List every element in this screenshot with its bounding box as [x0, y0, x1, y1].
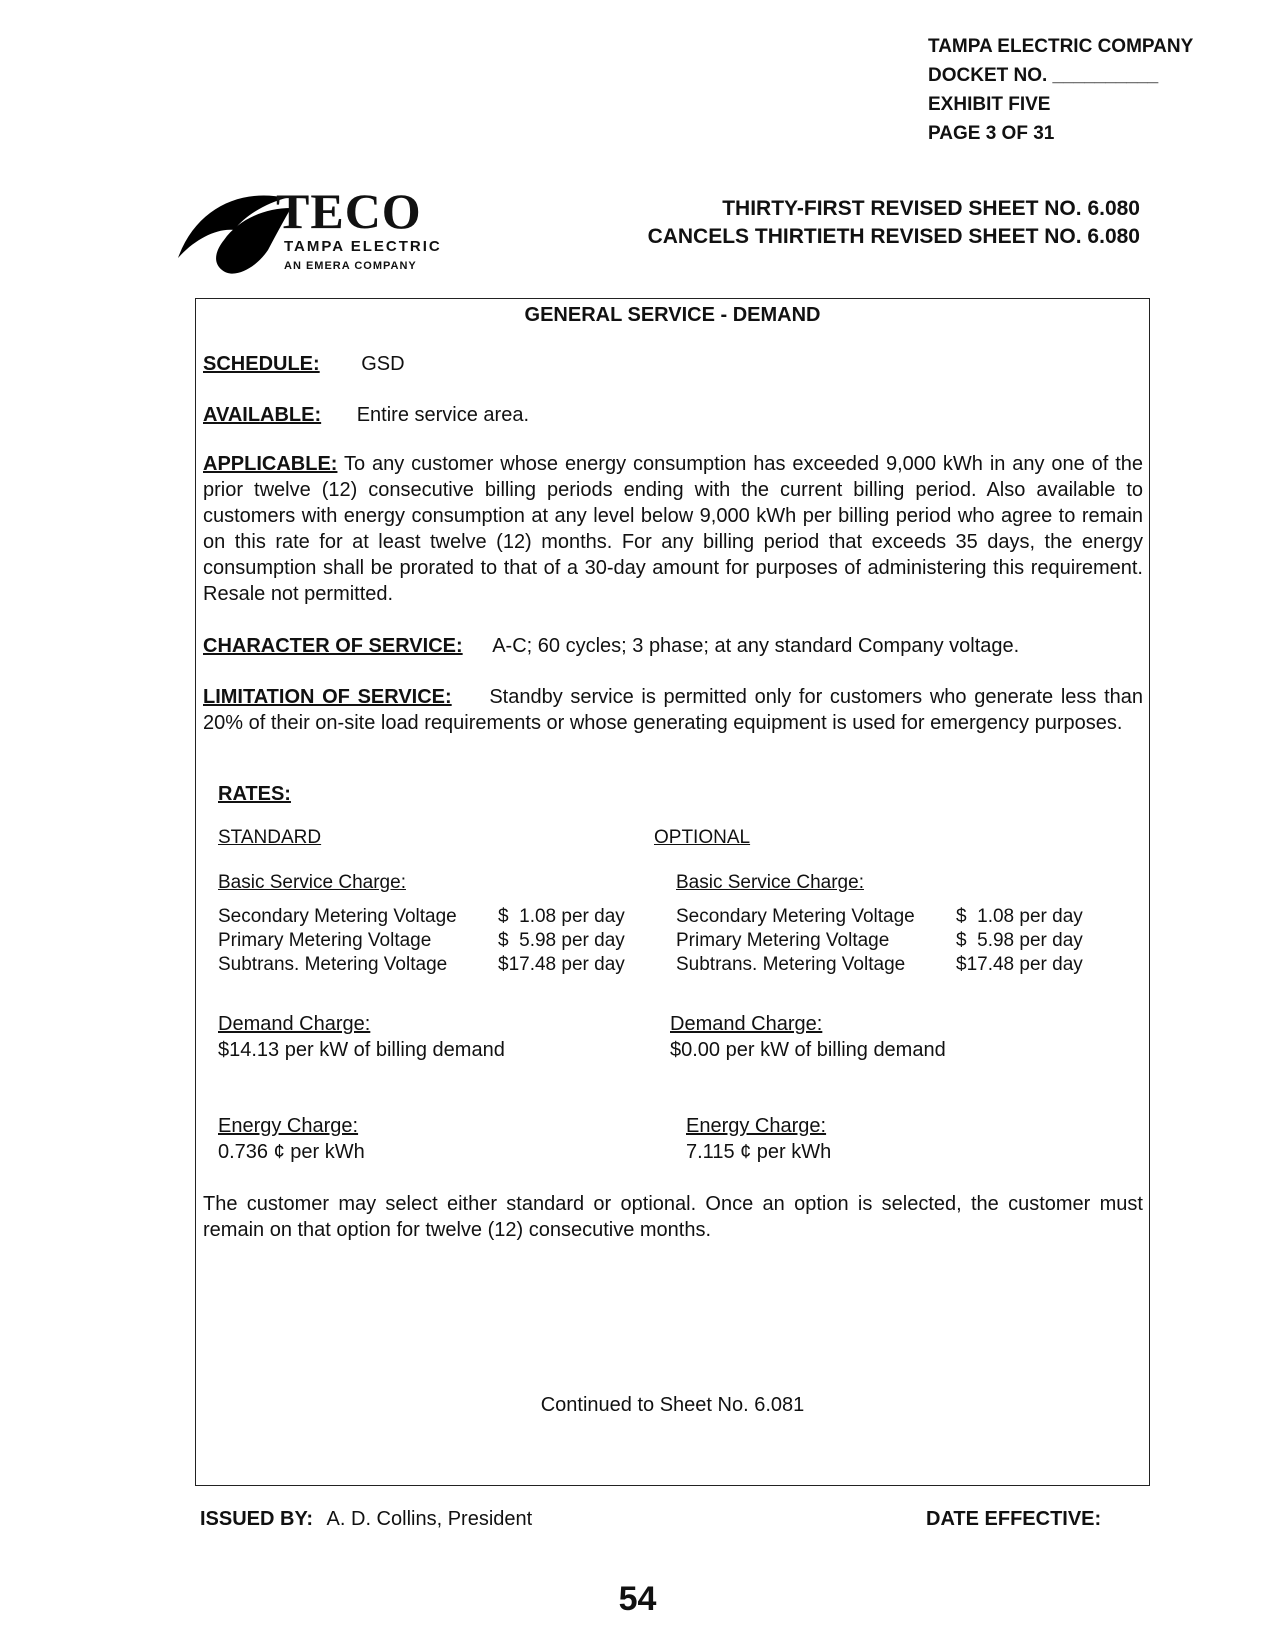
tariff-frame [195, 298, 1150, 1486]
rate-label: Primary Metering Voltage [218, 930, 432, 951]
rate-value: $ 1.08 per day [498, 906, 625, 927]
available-value: Entire service area. [356, 404, 529, 426]
date-effective-label: DATE EFFECTIVE: [926, 1508, 1102, 1530]
standard-basic-rates [218, 905, 625, 977]
optional-energy [686, 1113, 831, 1165]
standard-basic-label: Basic Service Charge: [218, 872, 406, 893]
optional-energy-value: 7.115 ¢ per kWh [686, 1141, 832, 1163]
available-row [203, 402, 529, 428]
optional-basic-rates [676, 905, 1083, 977]
rate-value: $17.48 per day [956, 954, 1083, 975]
continued-note: Continued to Sheet No. 6.081 [540, 1394, 805, 1416]
rate-row [218, 929, 625, 953]
exhibit-label: EXHIBIT FIVE [928, 94, 1051, 115]
rates-label: RATES: [218, 783, 291, 805]
limitation-text: Standby service is permitted only for customers who generate less than 20% of their on-site load requirements or whose generating equipment is used for emergency purposes. [203, 686, 1143, 734]
issued-label: ISSUED BY: [200, 1508, 313, 1530]
optional-basic-label: Basic Service Charge: [676, 872, 864, 893]
optional-demand-value: $0.00 per kW of billing demand [670, 1039, 946, 1061]
standard-heading: STANDARD [218, 827, 322, 848]
character-row [203, 633, 1019, 659]
rate-label: Primary Metering Voltage [676, 930, 890, 951]
rate-label: Secondary Metering Voltage [676, 906, 915, 927]
rate-row [218, 905, 625, 929]
standard-demand-label: Demand Charge: [218, 1013, 371, 1035]
character-label: CHARACTER OF SERVICE: [203, 635, 463, 657]
sheet-number: THIRTY-FIRST REVISED SHEET NO. 6.080 [722, 197, 1140, 220]
character-text: A-C; 60 cycles; 3 phase; at any standard Company voltage. [492, 635, 1020, 657]
page-number: 54 [618, 1580, 657, 1618]
applicable-text: To any customer whose energy consumption has exceeded 9,000 kWh in any one of the prior twelve (12) consecutive billing periods ending with the current billing period. Also available to customers with energy consumption at any level below 9,000 kWh per billing period who agree to remain on this rate for at least twelve (12) months. For any billing period that exceeds 35 days, the energy consumption shall be prorated to that of a 30-day amount for purposes of administering this requirement. Resale not permitted. [203, 453, 1144, 605]
standard-demand-value: $14.13 per kW of billing demand [218, 1039, 505, 1061]
rate-label: Secondary Metering Voltage [218, 906, 457, 927]
logo-wordmark: TECO [276, 183, 422, 239]
sheet-cancels: CANCELS THIRTIETH REVISED SHEET NO. 6.080 [647, 225, 1140, 248]
rate-value: $ 5.98 per day [498, 930, 625, 951]
schedule-value: GSD [361, 353, 405, 375]
schedule-row [203, 351, 405, 377]
page-count: PAGE 3 OF 31 [928, 123, 1055, 144]
limitation-paragraph [203, 684, 1143, 736]
limitation-label: LIMITATION OF SERVICE: [203, 686, 452, 708]
rate-row [676, 905, 1083, 929]
rates-heading [218, 781, 291, 807]
selection-paragraph: The customer may select either standard or optional. Once an option is selected, the customer must remain on that option for twelve (12) consecutive months. [203, 1193, 1143, 1241]
rate-value: $17.48 per day [498, 954, 625, 975]
rate-value: $ 1.08 per day [956, 906, 1083, 927]
rate-row [676, 953, 1083, 977]
rate-value: $ 5.98 per day [956, 930, 1083, 951]
docket-number: DOCKET NO. __________ [928, 65, 1159, 86]
exhibit-header [928, 32, 1193, 148]
rate-label: Subtrans. Metering Voltage [218, 954, 448, 975]
rate-label: Subtrans. Metering Voltage [676, 954, 906, 975]
standard-energy-value: 0.736 ¢ per kWh [218, 1141, 365, 1163]
sheet-reference [648, 195, 1140, 251]
issued-by [200, 1508, 532, 1531]
rate-row [218, 953, 625, 977]
logo-tagline: AN EMERA COMPANY [284, 260, 417, 272]
standard-energy-label: Energy Charge: [218, 1115, 359, 1137]
applicable-paragraph [203, 451, 1143, 607]
schedule-label: SCHEDULE: [203, 353, 320, 375]
standard-demand [218, 1011, 505, 1063]
rate-row [676, 929, 1083, 953]
optional-demand [670, 1011, 946, 1063]
teco-logo [176, 183, 496, 280]
issued-value: A. D. Collins, President [326, 1508, 533, 1530]
optional-demand-label: Demand Charge: [670, 1013, 823, 1035]
logo-subtitle: TAMPA ELECTRIC [284, 238, 442, 255]
available-label: AVAILABLE: [203, 404, 322, 426]
tariff-title: GENERAL SERVICE - DEMAND [524, 304, 821, 326]
applicable-label: APPLICABLE: [203, 453, 338, 475]
optional-energy-label: Energy Charge: [686, 1115, 827, 1137]
company-name: TAMPA ELECTRIC COMPANY [928, 36, 1194, 57]
standard-energy [218, 1113, 365, 1165]
optional-heading: OPTIONAL [654, 827, 751, 848]
